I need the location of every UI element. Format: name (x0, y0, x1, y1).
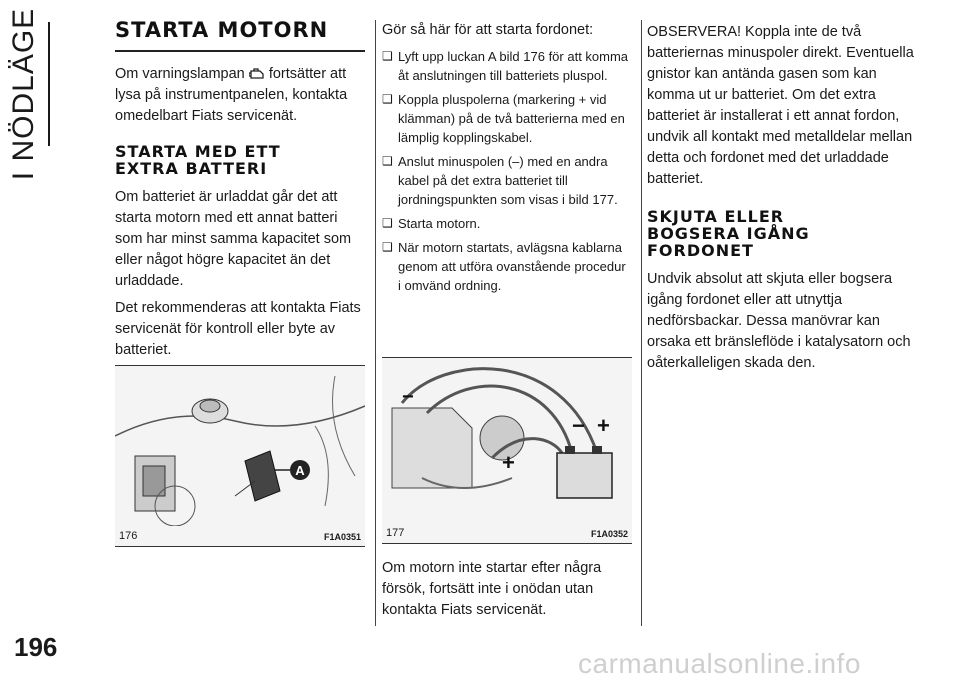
battery-icon (557, 453, 612, 498)
figure-177 (382, 357, 632, 544)
figure-code: F1A0351 (323, 532, 361, 542)
column-3 (647, 22, 917, 374)
column-2-outro (382, 558, 632, 621)
step-item: ❑ Lyft upp luckan A bild 176 för att komma åt anslutningen till batteriets pluspol. (382, 47, 632, 85)
minus-sign-engine: − (402, 386, 414, 408)
column-divider-2 (641, 20, 642, 626)
minus-sign: − (572, 413, 585, 438)
plus-sign-engine: + (502, 450, 515, 475)
column-divider-1 (375, 20, 376, 626)
figure-number: 177 (386, 527, 405, 539)
step-item: ❑ Anslut minuspolen (–) med en andra kabel på det extra batteriet till jordningspunkten som visas i bild 177. (382, 152, 632, 209)
watermark: carmanualsonline.info (578, 648, 861, 679)
page-number: 196 (14, 632, 58, 662)
heading-extra-batteri: STARTA MED ETT EXTRA BATTERI (115, 142, 281, 178)
intro-paragraph: Om varningslampan fortsätter att lysa på instrumentpanelen, kontakta omedelbart Fiats servicenät. (115, 66, 348, 124)
step-item: ❑ När motorn startats, avlägsna kablarna genom att utföra ovanstående procedur i omvänd ordning. (382, 238, 632, 295)
step-item: ❑ Starta motorn. (382, 214, 632, 233)
steps-intro: Gör så här för att starta fordonet: (382, 22, 594, 38)
observera-paragraph: OBSERVERA! Koppla inte de två batteriernas minuspoler direkt. Eventuella gnistor kan antända gasen som kan komma ut ur batteriet. Om det extra batteriet är installerat i ett annat fordon, undvik all kontakt med metalldelar mellan detta och fordonet med det urladdade batteriet. (647, 24, 914, 187)
engine-warning-lamp-icon (249, 67, 265, 81)
column-2 (382, 20, 632, 300)
paragraph-rekommenderas: Det rekommenderas att kontakta Fiats servicenät för kontroll eller byte av batteriet. (115, 300, 361, 358)
paragraph-skjuta: Undvik absolut att skjuta eller bogsera igång fordonet eller att utnyttja nedförsbackar. Dessa manövrar kan orsaka ett bränsleflöde i katalysatorn och oåterkalleligen skada den. (647, 271, 911, 371)
plus-sign: + (597, 413, 610, 438)
heading-skjuta-bogsera: SKJUTA ELLER BOGSERA IGÅNG FORDONET (647, 207, 810, 260)
figure-number: 176 (119, 530, 138, 542)
step-item: ❑ Koppla pluspolerna (markering + vid klämman) på de två batterierna med en lämplig kopplingskabel. (382, 90, 632, 147)
side-rule (48, 22, 50, 146)
figure-176 (115, 365, 365, 547)
engine-bay-illustration (115, 366, 365, 526)
heading-starta-motorn: STARTA MOTORN (115, 18, 365, 52)
paragraph-urladdat: Om batteriet är urladdat går det att starta motorn med ett annat batteri som har minst samma kapacitet som eller något högre kapacitet än det urladdade. (115, 189, 352, 289)
jumper-cables-illustration (382, 358, 632, 523)
svg-text:A: A (295, 463, 305, 478)
outro-paragraph: Om motorn inte startar efter några försök, fortsätt inte i onödan utan kontakta Fiats servicenät. (382, 560, 602, 618)
column-1 (115, 18, 365, 381)
section-side-label: I NÖDLÄGE (7, 7, 40, 181)
figure-code: F1A0352 (590, 529, 628, 539)
